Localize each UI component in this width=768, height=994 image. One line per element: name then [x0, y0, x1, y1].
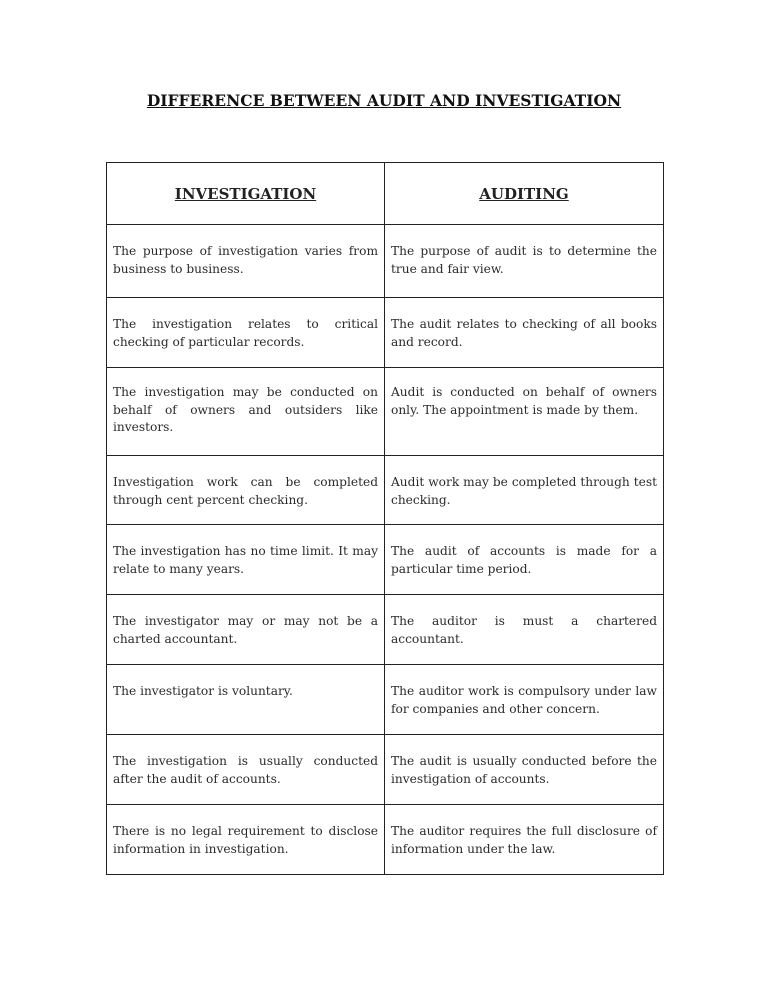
- header-row: [107, 163, 664, 225]
- auditing-cell: The purpose of audit is to determine the true and fair view.: [385, 225, 664, 298]
- table-row: [107, 456, 664, 525]
- table-row: [107, 368, 664, 456]
- table-row: [107, 225, 664, 298]
- table-row: [107, 298, 664, 368]
- column-header-investigation: INVESTIGATION: [107, 163, 385, 225]
- auditing-cell: The auditor work is compulsory under law for companies and other concern.: [385, 665, 664, 735]
- investigation-cell: The investigator may or may not be a charted accountant.: [107, 595, 385, 665]
- page-title: DIFFERENCE BETWEEN AUDIT AND INVESTIGATION: [146, 91, 622, 110]
- auditing-cell: Audit work may be completed through test checking.: [385, 456, 664, 525]
- table-row: [107, 735, 664, 805]
- investigation-cell: The investigation has no time limit. It may relate to many years.: [107, 525, 385, 595]
- column-header-auditing: AUDITING: [385, 163, 664, 225]
- investigation-cell: The investigation is usually conducted after the audit of accounts.: [107, 735, 385, 805]
- investigation-cell: The purpose of investigation varies from business to business.: [107, 225, 385, 298]
- table-row: [107, 805, 664, 875]
- auditing-cell: The auditor requires the full disclosure of information under the law.: [385, 805, 664, 875]
- auditing-cell: The audit is usually conducted before the investigation of accounts.: [385, 735, 664, 805]
- investigation-cell: The investigation relates to critical checking of particular records.: [107, 298, 385, 368]
- auditing-cell: The audit relates to checking of all books and record.: [385, 298, 664, 368]
- comparison-table: [106, 162, 664, 875]
- investigation-cell: Investigation work can be completed through cent percent checking.: [107, 456, 385, 525]
- auditing-cell: The auditor is must a chartered accountant.: [385, 595, 664, 665]
- investigation-cell: The investigation may be conducted on behalf of owners and outsiders like investors.: [107, 368, 385, 456]
- table-row: [107, 595, 664, 665]
- auditing-cell: The audit of accounts is made for a particular time period.: [385, 525, 664, 595]
- auditing-cell: Audit is conducted on behalf of owners only. The appointment is made by them.: [385, 368, 664, 456]
- investigation-cell: There is no legal requirement to disclose information in investigation.: [107, 805, 385, 875]
- investigation-cell: The investigator is voluntary.: [107, 665, 385, 735]
- table-row: [107, 665, 664, 735]
- table-row: [107, 525, 664, 595]
